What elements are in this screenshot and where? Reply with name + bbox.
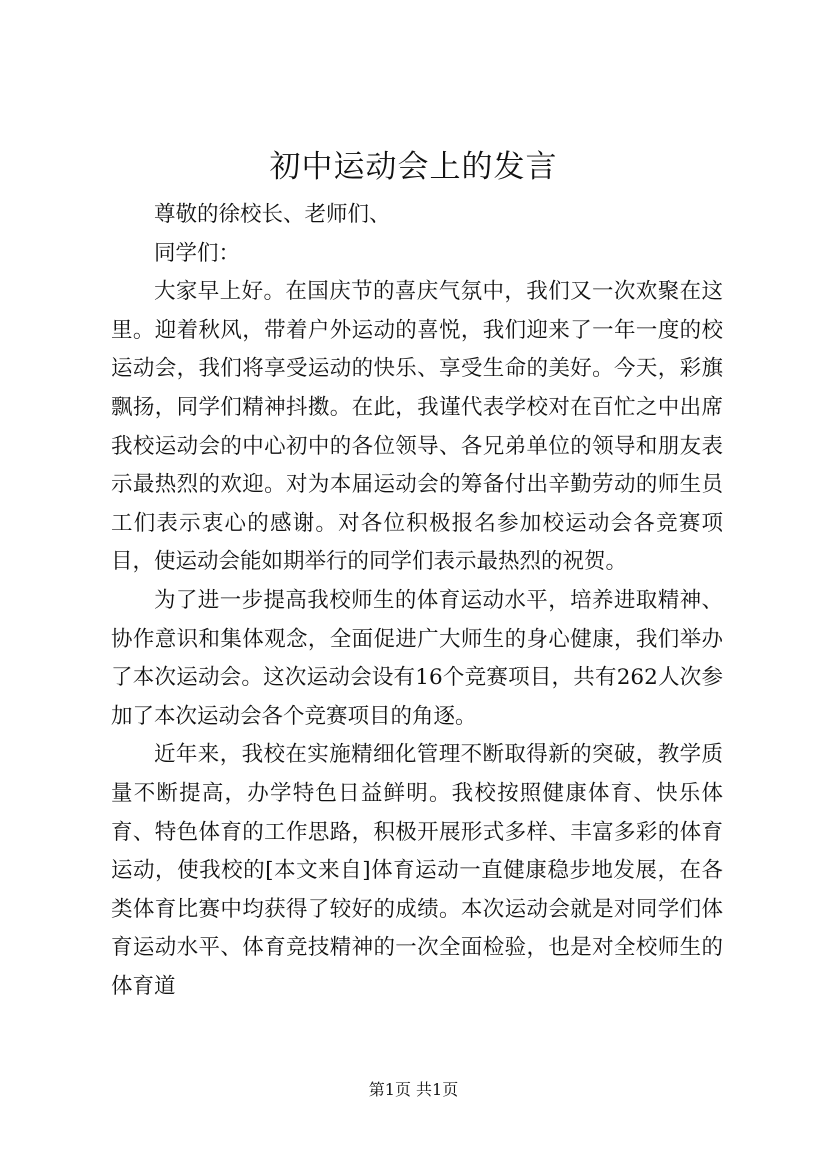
paragraph-3: 近年来，我校在实施精细化管理不断取得新的突破，教学质量不断提高，办学特色日益鲜明。我校按照健康体育、快乐体育、特色体育的工作思路，积极开展形式多样、丰富多彩的体育运动，使我校的[本文来自]体育运动一直健康稳步地发展，在各类体育比赛中均获得了较好的成绩。本次运动会就是对同学们体育运动水平、体育竞技精神的一次全面检验，也是对全校师生的体育道	[111, 742, 723, 999]
paragraph-1: 大家早上好。在国庆节的喜庆气氛中，我们又一次欢聚在这里。迎着秋风，带着户外运动的喜悦，我们迎来了一年一度的校运动会，我们将享受运动的快乐、享受生命的美好。今天，彩旗飘扬，同学们精神抖擞。在此，我谨代表学校对在百忙之中出席我校运动会的中心初中的各位领导、各兄弟单位的领导和朋友表示最热烈的欢迎。对为本届运动会的筹备付出辛勤劳动的师生员工们表示衷心的感谢。对各位积极报名参加校运动会各竞赛项目，使运动会能如期举行的同学们表示最热烈的祝贺。	[111, 279, 723, 575]
document-body	[111, 196, 723, 1006]
paragraph-2: 为了进一步提高我校师生的体育运动水平，培养进取精神、协作意识和集体观念，全面促进广大师生的身心健康，我们举办了本次运动会。这次运动会设有16个竞赛项目，共有262人次参加了本次运动会各个竞赛项目的角逐。	[111, 587, 723, 729]
document-title: 初中运动会上的发言	[269, 149, 558, 185]
greeting-line-2: 同学们：	[154, 240, 241, 266]
greeting-line-1: 尊敬的徐校长、老师们、	[154, 202, 391, 227]
page-footer: 第1页 共1页	[368, 1080, 459, 1099]
